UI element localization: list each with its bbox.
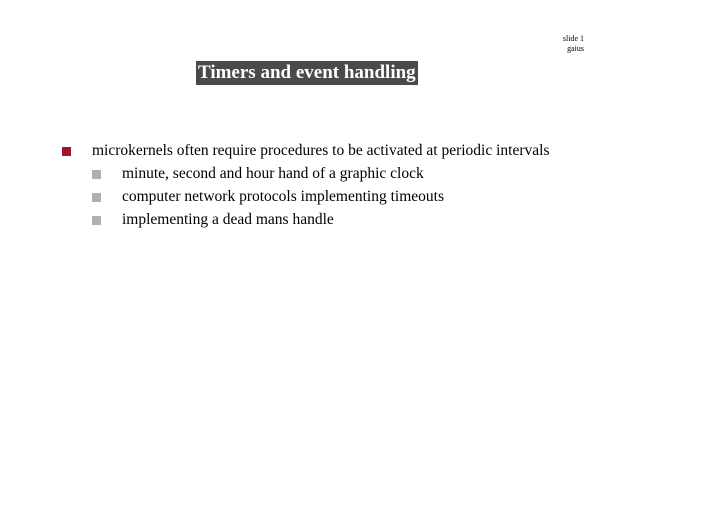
sub-bullet-list [62,162,582,231]
slide-title: Timers and event handling [198,62,416,83]
bullet-item [62,140,582,162]
sub-bullet-text: computer network protocols implementing timeouts [122,188,444,205]
sub-bullet-text: minute, second and hour hand of a graphic clock [122,165,424,182]
square-bullet-icon [92,216,101,225]
square-bullet-icon [92,170,101,179]
author: gaius [567,44,584,53]
bullet-text: microkernels often require procedures to be activated at periodic intervals [92,142,550,159]
slide-number: slide 1 [562,34,584,43]
sub-bullet-item [92,185,582,208]
sub-bullet-item [92,162,582,185]
bullet-list [62,140,582,231]
sub-bullet-item [92,208,582,231]
sub-bullet-text: implementing a dead mans handle [122,211,334,228]
square-bullet-icon [92,193,101,202]
square-bullet-icon [62,147,71,156]
slide-meta [563,34,584,54]
